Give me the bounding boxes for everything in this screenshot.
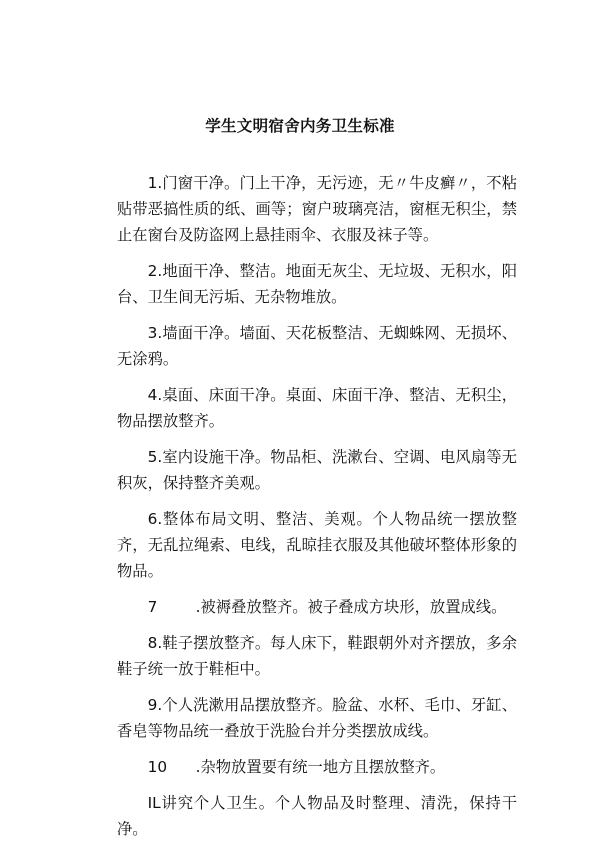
list-item [117,754,517,780]
item-number: IL [147,794,161,812]
list-item [117,258,517,310]
item-text: .个人洗漱用品摆放整齐。脸盆、水杯、毛巾、牙缸、香皂等物品统一叠放于洗脸台并分类摆放成线。 [117,696,517,740]
list-item [117,382,517,434]
item-text: .杂物放置要有统一地方且摆放整齐。 [195,758,446,776]
item-text: .整体布局文明、整洁、美观。个人物品统一摆放整齐，无乱拉绳索、电线，乱晾挂衣服及其他破坏整体形象的物品。 [117,510,517,580]
list-item [117,630,517,682]
list-item [117,692,517,744]
item-number: 3 [147,324,158,342]
item-number: 4 [147,386,158,404]
item-text: 讲究个人卫生。个人物品及时整理、清洗，保持干净。 [117,794,517,838]
list-item [117,170,517,248]
item-text: .被褥叠放整齐。被子叠成方块形，放置成线。 [195,598,507,616]
item-text: .墙面干净。墙面、天花板整洁、无蜘蛛网、无损坏、无涂鸦。 [117,324,517,368]
item-text: .鞋子摆放整齐。每人床下，鞋跟朝外对齐摆放，多余鞋子统一放于鞋柜中。 [117,634,517,678]
list-item [117,320,517,372]
item-number: 7 [147,598,158,616]
list-item [117,506,517,584]
item-text: .室内设施干净。物品柜、洗漱台、空调、电风扇等无积灰，保持整齐美观。 [117,448,517,492]
list-item [117,594,517,620]
item-number: 2 [147,262,158,280]
item-number: 8 [147,634,158,652]
item-text: .地面干净、整洁。地面无灰尘、无垃圾、无积水，阳台、卫生间无污垢、无杂物堆放。 [117,262,517,306]
list-item [117,444,517,496]
item-number: 6 [147,510,158,528]
item-number: 9 [147,696,158,714]
item-number: 1 [147,174,158,192]
item-text: .桌面、床面干净。桌面、床面干净、整洁、无积尘，物品摆放整齐。 [117,386,517,430]
item-number: 10 [147,758,168,776]
standards-list [117,170,517,852]
item-text: .门窗干净。门上干净，无污迹，无〃牛皮癣〃，不粘贴带恶搞性质的纸、画等；窗户玻璃亮洁，窗框无积尘，禁止在窗台及防盗网上悬挂雨伞、衣服及袜子等。 [117,174,517,244]
document-title: 学生文明宿舍内务卫生标准 [205,117,395,135]
list-item [117,790,517,842]
item-number: 5 [147,448,158,466]
